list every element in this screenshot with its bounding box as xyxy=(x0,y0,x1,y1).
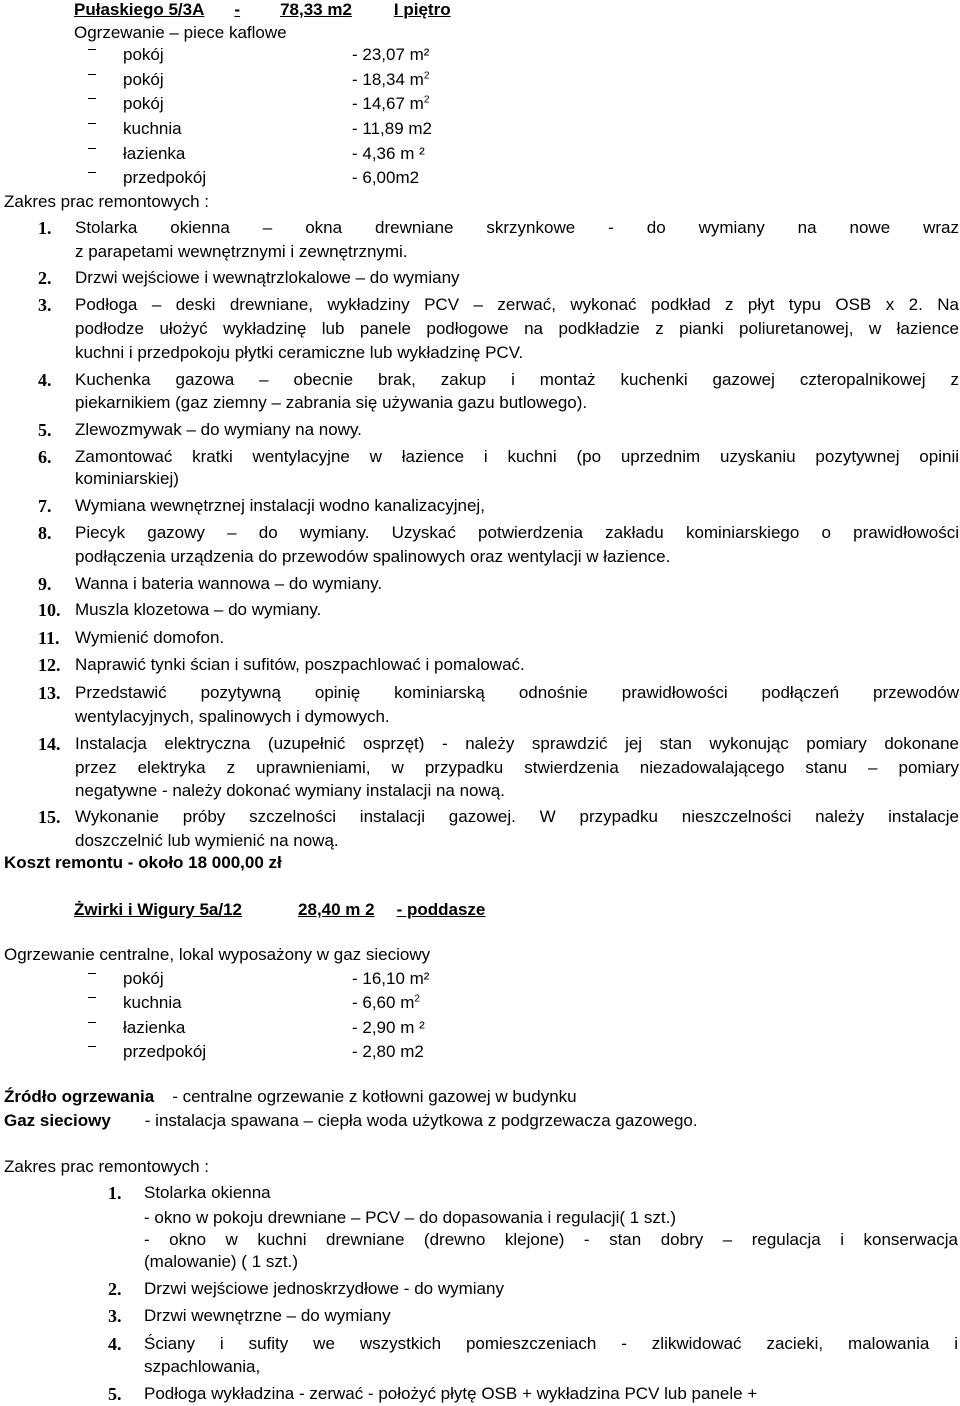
task-text-line: Ściany i sufity we wszystkich pomieszczeniach - zlikwidować zacieki, malowania i xyxy=(144,1334,958,1353)
room-area xyxy=(352,168,419,188)
task-number: 8. xyxy=(38,523,52,543)
room-area-value: - 6,00m2 xyxy=(352,168,420,187)
task-text-line: podłączenia urządzenia do przewodów spalinowych oraz wentylacji w łazience. xyxy=(75,547,671,566)
bullet-dash-icon xyxy=(88,172,96,173)
room-area xyxy=(352,119,432,139)
heat-source-label: Źródło ogrzewania xyxy=(4,1087,155,1106)
room-area xyxy=(352,70,429,90)
task-number: 2. xyxy=(38,268,52,288)
room-area xyxy=(352,1042,424,1062)
bullet-dash-icon xyxy=(88,997,96,998)
room-area-value: - 16,10 m² xyxy=(352,969,430,988)
task-text-line: wentylacyjnych, spalinowych i dymowych. xyxy=(75,707,390,726)
room-area-value: - 14,67 m xyxy=(352,94,424,113)
task-number: 3. xyxy=(108,1306,122,1326)
task-number: 9. xyxy=(38,574,52,594)
bullet-dash-icon xyxy=(88,1022,96,1023)
section1-cost: Koszt remontu - około 18 000,00 zł xyxy=(4,853,282,872)
task-text-line: przez elektrykа z uprawnieniami, w przypadku stwierdzenia niezadowalającego stanu – pomiary xyxy=(75,758,959,777)
task-number: 5. xyxy=(38,420,52,440)
room-area-unit-superscript: 2 xyxy=(423,94,430,106)
task-text-line: Wanna i bateria wannowa – do wymiany. xyxy=(75,574,383,593)
task-text-line: Wymiana wewnętrznej instalacji wodno kanalizacyjnej, xyxy=(75,496,485,515)
section2-address: Żwirki i Wigury 5a/12 xyxy=(74,900,243,919)
room-area-value: - 18,34 m xyxy=(352,70,424,89)
section2-gas xyxy=(4,1111,698,1131)
section2-heating: Ogrzewanie centralne, lokal wyposażony w gaz sieciowy xyxy=(4,945,431,964)
task-text-line: z parapetami wewnętrznymi i zewnętrznymi. xyxy=(75,242,408,261)
section2-heat-source xyxy=(4,1087,577,1107)
bullet-dash-icon xyxy=(88,123,96,124)
room-name: kuchnia xyxy=(123,119,182,138)
task-text-line: Przedstawić pozytywną opinię kominiarską odnośnie prawidłowości podłączeń przewodów xyxy=(75,683,959,702)
gas-text: - instalacja spawana – ciepła woda użytkowa z podgrzewacza gazowego. xyxy=(144,1111,698,1130)
task-text-line: Wykonanie próby szczelności instalacji gazowej. W przypadku nieszczelności należy instalacje xyxy=(75,807,959,826)
task-text-line: Piecyk gazowy – do wymiany. Uzyskać potwierdzenia zakładu kominiarskiego o prawidłowości xyxy=(75,523,959,542)
room-area-value: - 2,90 m ² xyxy=(352,1018,425,1037)
task-text-line: Zamontować kratki wentylacyjne w łazience i kuchni (po uprzednim uzyskaniu pozytywnej opinii xyxy=(75,447,959,466)
section2-area: 28,40 m 2 xyxy=(298,900,375,919)
room-name: przedpokój xyxy=(123,1042,207,1061)
section1-scope-header: Zakres prac remontowych : xyxy=(4,192,210,211)
task-text-line: doszczelnić lub wymienić na nową. xyxy=(75,831,339,850)
room-name: pokój xyxy=(123,45,164,64)
task-text-line: Instalacja elektryczna (uzupełnić osprzęt) - należy sprawdzić jej stan wykonując pomiary dokonane xyxy=(75,734,959,753)
task-text-line: Podłoga wykładzina - zerwać - położyć płytę OSB + wykładzina PCV lub panele + xyxy=(144,1384,758,1403)
room-area-unit-superscript: 2 xyxy=(414,993,420,1005)
task-number: 11. xyxy=(38,628,60,648)
task-number: 10. xyxy=(38,600,61,620)
task-text-line: Stolarka okienna xyxy=(144,1183,271,1202)
room-area-value: - 23,07 m² xyxy=(352,45,430,64)
section2-scope-header: Zakres prac remontowych : xyxy=(4,1157,210,1176)
section2-title-rest: - poddasze xyxy=(396,900,486,919)
room-name: pokój xyxy=(123,94,164,113)
room-area xyxy=(352,45,429,65)
gas-label: Gaz sieciowy xyxy=(4,1111,111,1130)
room-area-value: - 2,80 m2 xyxy=(352,1042,424,1061)
room-area xyxy=(352,993,420,1013)
task-number: 4. xyxy=(108,1334,122,1354)
task-text-line: Naprawić tynki ścian i sufitów, poszpachlować i pomalować. xyxy=(75,655,525,674)
task-number: 3. xyxy=(38,295,52,315)
section1-area: 78,33 m2 xyxy=(280,0,352,19)
task-number: 15. xyxy=(38,807,61,827)
task-text-line: kominiarskiej) xyxy=(75,469,179,488)
bullet-dash-icon xyxy=(88,1046,96,1047)
task-text-line: Zlewozmywak – do wymiany na nowy. xyxy=(75,420,362,439)
bullet-dash-icon xyxy=(88,973,96,974)
task-number: 12. xyxy=(38,655,61,675)
room-area-value: - 6,60 m xyxy=(352,993,415,1012)
room-area xyxy=(352,969,429,989)
task-number: 2. xyxy=(108,1279,122,1299)
room-area-unit-superscript: 2 xyxy=(423,70,430,82)
task-text-line: podłodze ułożyć wykładzinę lub panele podłogowe na podkładzie z pianki poliuretanowej, w łazience xyxy=(75,319,959,338)
heat-source-text: - centralne ogrzewanie z kotłowni gazowej w budynku xyxy=(172,1087,577,1106)
section2-title xyxy=(74,900,485,920)
task-text-line: szpachlowania, xyxy=(144,1357,261,1376)
task-number: 1. xyxy=(108,1183,122,1203)
bullet-dash-icon xyxy=(88,98,96,99)
task-number: 5. xyxy=(108,1384,122,1404)
task-text-line: Wymienić domofon. xyxy=(75,628,225,647)
room-area-value: - 11,89 m2 xyxy=(352,119,433,138)
task-text-line: - okno w kuchni drewniane (drewno klejone) - stan dobry – regulacja i konserwacja xyxy=(144,1230,958,1249)
task-text-line: (malowanie) ( 1 szt.) xyxy=(144,1252,298,1271)
section1-heating: Ogrzewanie – piece kaflowe xyxy=(74,23,287,42)
task-text-line: negatywne - należy dokonać wymiany instalacji na nową. xyxy=(75,781,505,800)
task-number: 6. xyxy=(38,447,52,467)
task-text-line: Podłoga – deski drewniane, wykładziny PCV – zerwać, wykonać podkład z płyt typu OSB x 2. Na xyxy=(75,295,959,314)
room-name: pokój xyxy=(123,969,164,988)
task-text-line: Drzwi wejściowe i wewnątrzlokalowe – do wymiany xyxy=(75,268,460,287)
room-name: pokój xyxy=(123,70,164,89)
room-name: łazienka xyxy=(123,1018,186,1037)
task-number: 1. xyxy=(38,218,52,238)
bullet-dash-icon xyxy=(88,148,96,149)
task-number: 13. xyxy=(38,683,61,703)
task-text-line: Drzwi wewnętrzne – do wymiany xyxy=(144,1306,391,1325)
bullet-dash-icon xyxy=(88,74,96,75)
room-name: kuchnia xyxy=(123,993,182,1012)
section1-address: Pułaskiego 5/3A xyxy=(74,0,205,19)
task-text-line: Kuchenka gazowa – obecnie brak, zakup i montaż kuchenki gazowej czteropalnikowej z xyxy=(75,370,959,389)
room-area xyxy=(352,144,425,164)
section1-title xyxy=(74,0,469,20)
task-number: 7. xyxy=(38,496,52,516)
room-area-value: - 4,36 m ² xyxy=(352,144,425,163)
bullet-dash-icon xyxy=(88,49,96,50)
task-text-line: Drzwi wejściowe jednoskrzydłowe - do wymiany xyxy=(144,1279,504,1298)
task-text-line: Muszla klozetowa – do wymiany. xyxy=(75,600,322,619)
task-text-line: kuchni i przedpokoju płytki ceramiczne lub wykładzinę PCV. xyxy=(75,343,524,362)
room-name: łazienka xyxy=(123,144,186,163)
task-text-line: Stolarka okienna – okna drewniane skrzynkowe - do wymiany na nowe wraz xyxy=(75,218,959,237)
task-number: 14. xyxy=(38,734,61,754)
task-number: 4. xyxy=(38,370,52,390)
task-text-line: piekarnikiem (gaz ziemny – zabrania się używania gazu butlowego). xyxy=(75,393,588,412)
task-text-line: - okno w pokoju drewniane – PCV – do dopasowania i regulacji( 1 szt.) xyxy=(144,1208,677,1227)
section1-title-sep: - xyxy=(234,0,241,19)
room-area xyxy=(352,1018,425,1038)
room-area xyxy=(352,94,429,114)
room-name: przedpokój xyxy=(123,168,207,187)
section1-floor: I piętro xyxy=(393,0,451,19)
